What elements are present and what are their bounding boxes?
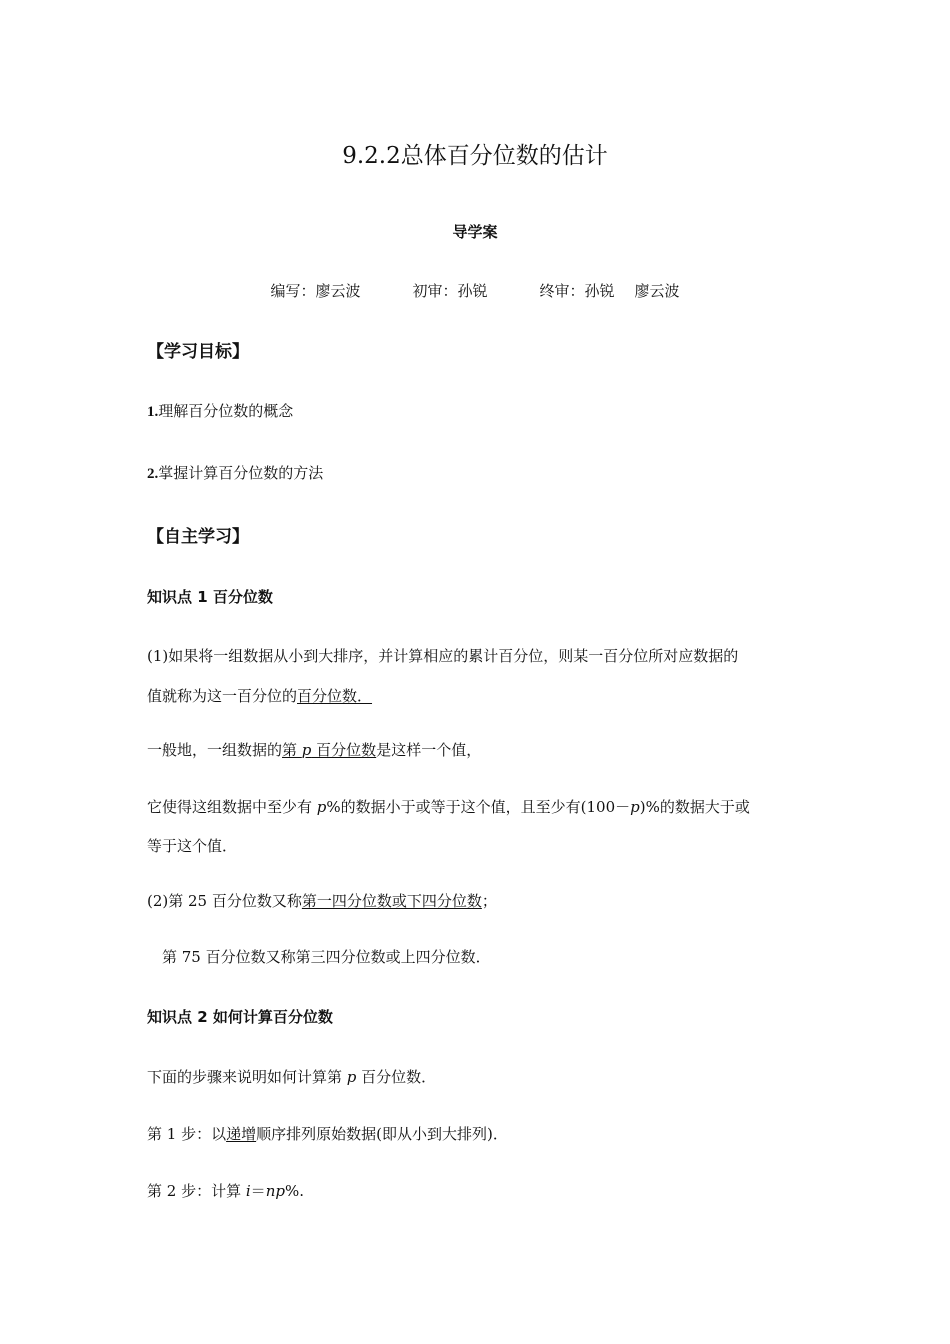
kp2-step-2: 第 2 步：计算 i＝np%. (147, 1182, 304, 1200)
kp1-paragraph-1-line-1: (1)如果将一组数据从小到大排序，并计算相应的累计百分位，则某一百分位所对应数据的 (147, 647, 739, 665)
kp2-step-1: 第 1 步：以递增顺序排列原始数据(即从小到大排列)． (147, 1125, 508, 1143)
kp1-paragraph-3-line-2: 等于这个值． (147, 837, 238, 855)
knowledge-point-1-heading: 知识点 1 百分位数 (147, 588, 273, 606)
term-first-quartile: 第一四分位数或下四分位数 (301, 892, 482, 910)
term-pth-percentile: 第 p 百分位数 (282, 741, 377, 759)
final-reviewer-credit-2: 廖云波 (634, 282, 680, 300)
final-reviewer-credit: 终审：孙锐 (539, 282, 615, 300)
objectives-heading: 【学习目标】 (147, 342, 249, 362)
objective-2: 2.掌握计算百分位数的方法 (147, 464, 324, 482)
page-subtitle: 导学案 (452, 223, 498, 241)
kp1-paragraph-5: 第 75 百分位数又称第三四分位数或上四分位数． (162, 948, 491, 966)
writer-credit: 编写：廖云波 (270, 282, 361, 300)
knowledge-point-2-heading: 知识点 2 如何计算百分位数 (147, 1008, 333, 1026)
reviewer-credit: 初审：孙锐 (412, 282, 488, 300)
kp1-paragraph-1-line-2: 值就称为这一百分位的百分位数． (147, 687, 373, 705)
authors-line (0, 280, 950, 301)
kp1-paragraph-3-line-1: 它使得这组数据中至少有 p%的数据小于或等于这个值，且至少有(100－p)%的数据大于或 (147, 798, 750, 816)
term-increasing: 递增 (226, 1125, 257, 1143)
term-percentile: 百分位数． (297, 687, 373, 705)
page-title: 9.2.2总体百分位数的估计 (342, 143, 608, 169)
objective-1: 1.理解百分位数的概念 (147, 402, 294, 420)
kp2-intro: 下面的步骤来说明如何计算第 p 百分位数． (147, 1068, 437, 1086)
kp1-paragraph-4: (2)第 25 百分位数又称第一四分位数或下四分位数； (147, 892, 497, 910)
self-study-heading: 【自主学习】 (147, 527, 249, 547)
kp1-paragraph-2: 一般地，一组数据的第 p 百分位数是这样一个值， (147, 741, 482, 759)
